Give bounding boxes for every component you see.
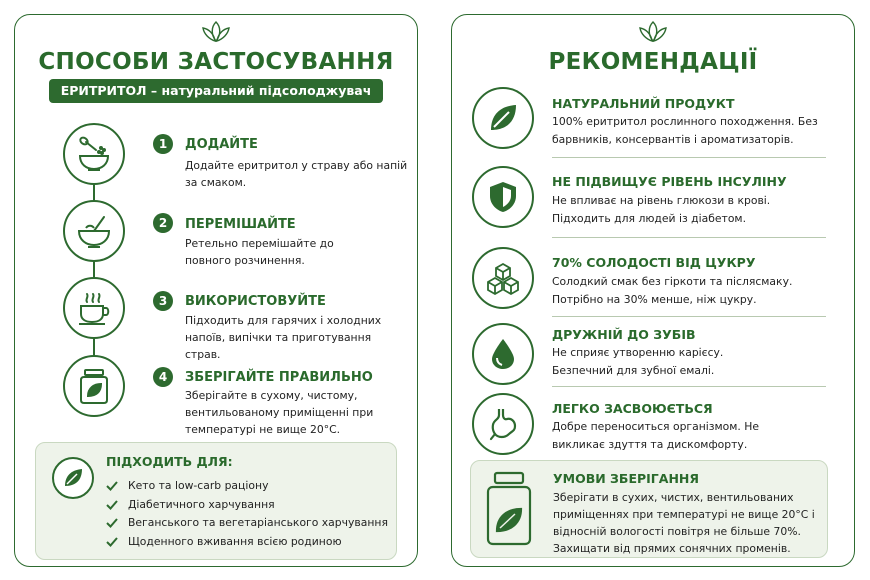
divider [552, 316, 826, 317]
suitable-title: ПІДХОДИТЬ ДЛЯ: [106, 454, 233, 469]
suitable-for-box [35, 442, 397, 560]
list-item [106, 477, 388, 496]
divider [552, 237, 826, 238]
check-icon [106, 499, 118, 511]
stomach-icon [472, 393, 534, 455]
rec-title-insulin: НЕ ПІДВИЩУЄ РІВЕНЬ ІНСУЛІНУ [552, 174, 787, 189]
step-number-2: 2 [153, 213, 173, 233]
storage-title: УМОВИ ЗБЕРІГАННЯ [553, 471, 699, 486]
jar-icon [63, 355, 125, 417]
step-title-4: ЗБЕРІГАЙТЕ ПРАВИЛЬНО [185, 370, 373, 385]
hot-cup-icon [63, 277, 125, 339]
recommendations-panel [451, 14, 855, 567]
divider [552, 386, 826, 387]
list-item [106, 533, 388, 552]
spoon-bowl-icon [63, 123, 125, 185]
step-desc-1: Додайте еритритол у страву або напій за смаком. [185, 159, 408, 189]
leaf-logo-icon [199, 19, 233, 43]
suitable-item-label: Діабетичного харчування [128, 497, 275, 511]
suitable-item-label: Веганського та вегетаріанського харчування [128, 516, 388, 529]
rec-title-teeth: ДРУЖНІЙ ДО ЗУБІВ [552, 327, 696, 342]
step-title-1: ДОДАЙТЕ [185, 137, 258, 152]
suitable-item-label: Кето та low-carb раціону [128, 479, 269, 492]
shield-icon [472, 166, 534, 228]
step-desc-4: Зберігайте в сухому, чистому, вентильованому приміщенні при температурі не вище 20°C. [185, 389, 374, 436]
divider [552, 157, 826, 158]
mixing-bowl-icon [63, 200, 125, 262]
rec-title-natural: НАТУРАЛЬНИЙ ПРОДУКТ [552, 96, 735, 111]
step-desc-2: Ретельно перемішайте до повного розчинення. [185, 237, 334, 267]
rec-title-sweetness: 70% СОЛОДОСТІ ВІД ЦУКРУ [552, 255, 756, 270]
step-title-3: ВИКОРИСТОВУЙТЕ [185, 294, 326, 309]
leaf-icon [52, 457, 94, 499]
sugar-cubes-icon [472, 247, 534, 309]
step-title-2: ПЕРЕМІШАЙТЕ [185, 217, 296, 232]
rec-title-digest: ЛЕГКО ЗАСВОЮЄТЬСЯ [552, 401, 713, 416]
step-desc-3: Підходить для гарячих і холодних напоїв, випічки та приготування страв. [185, 314, 382, 361]
rec-desc-natural: 100% еритритол рослинного походження. Без барвників, консервантів і ароматизаторів. [552, 115, 818, 146]
leaf-logo-icon [636, 19, 670, 43]
jar-icon [481, 469, 537, 549]
step-number-3: 3 [153, 291, 173, 311]
rec-desc-insulin: Не впливає на рівень глюкози в крові. Підходить для людей із діабетом. [552, 194, 771, 225]
usage-panel [14, 14, 418, 567]
rec-desc-sweetness: Солодкий смак без гіркоти та післясмаку. Потрібно на 30% менше, ніж цукру. [552, 275, 793, 306]
list-item [106, 514, 388, 533]
drop-icon [472, 323, 534, 385]
leaf-icon [472, 87, 534, 149]
recommendations-title: РЕКОМЕНДАЦІЇ [548, 49, 758, 75]
check-icon [106, 517, 118, 529]
usage-title: СПОСОБИ ЗАСТОСУВАННЯ [38, 49, 394, 75]
storage-conditions-box [470, 460, 828, 558]
product-banner: ЕРИТРИТОЛ – натуральний підсолоджувач [49, 79, 383, 103]
rec-desc-digest: Добре переноситься організмом. Не викликає здуття та дискомфорту. [552, 420, 760, 451]
rec-desc-teeth: Не сприяє утворенню карієсу. Безпечний для зубної емалі. [552, 346, 724, 377]
check-icon [106, 480, 118, 492]
suitable-list [106, 477, 388, 551]
step-number-1: 1 [153, 134, 173, 154]
check-icon [106, 536, 118, 548]
suitable-item-label: Щоденного вживання всією родиною [128, 534, 342, 548]
step-number-4: 4 [153, 367, 173, 387]
list-item [106, 496, 388, 515]
storage-desc: Зберігати в сухих, чистих, вентильованих приміщеннях при температурі не вище 20°C і відносній вологості повітря не більше 70%. Захищати від прямих сонячних променів. [553, 491, 815, 555]
